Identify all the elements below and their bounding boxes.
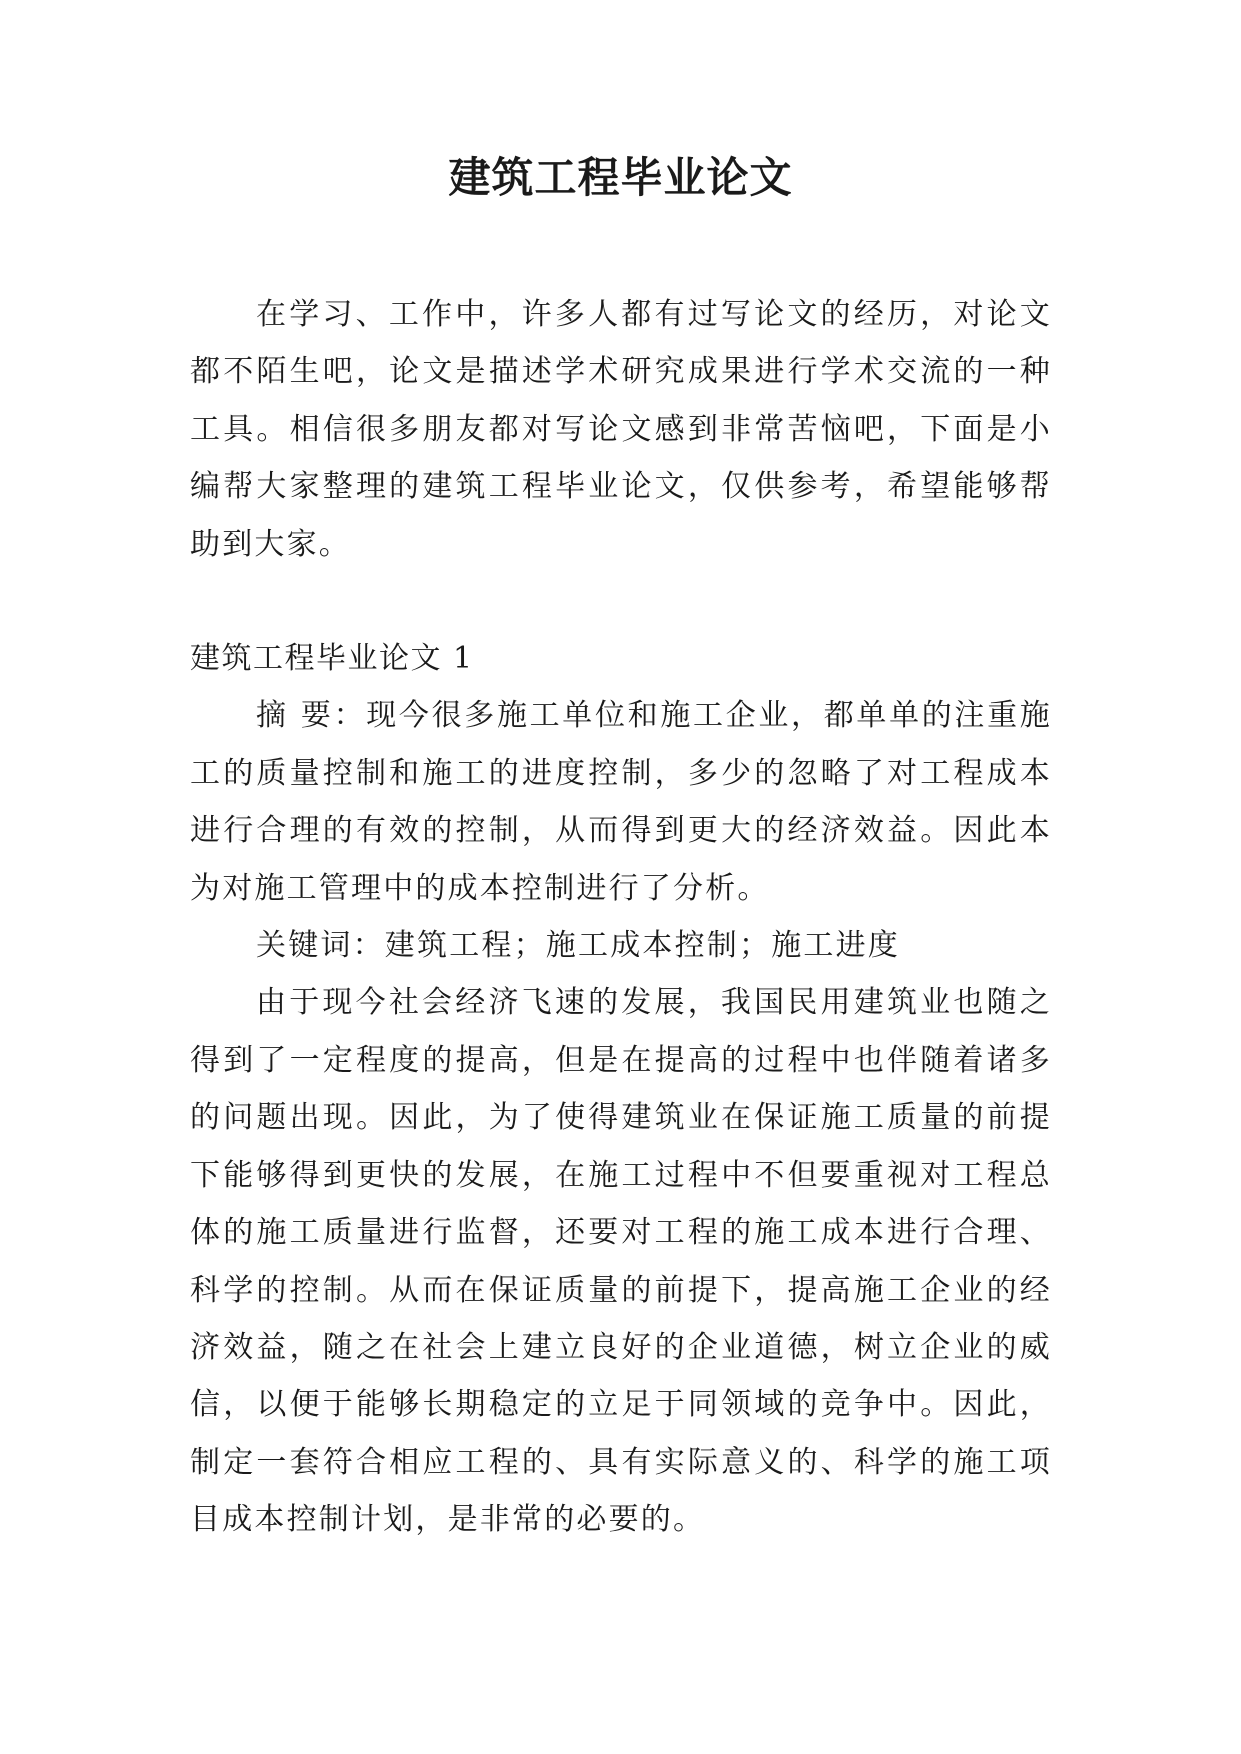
intro-paragraph: 在学习、工作中，许多人都有过写论文的经历，对论文都不陌生吧，论文是描述学术研究成果进行学术交流的一种工具。相信很多朋友都对写论文感到非常苦恼吧，下面是小编帮大家整理的建筑工程毕业论文，仅供参考，希望能够帮助到大家。	[190, 297, 1052, 562]
document-content	[190, 286, 1052, 1549]
keywords-paragraph: 关键词：建筑工程；施工成本控制；施工进度	[256, 928, 900, 964]
section-heading: 建筑工程毕业论文 1	[190, 641, 474, 677]
document-title: 建筑工程毕业论文	[448, 153, 793, 202]
abstract-paragraph: 摘 要：现今很多施工单位和施工企业，都单单的注重施工的质量控制和施工的进度控制，多少的忽略了对工程成本进行合理的有效的控制，从而得到更大的经济效益。因此本为对施工管理中的成本控制进行了分析。	[190, 698, 1052, 906]
body-paragraph: 由于现今社会经济飞速的发展，我国民用建筑业也随之得到了一定程度的提高，但是在提高的过程中也伴随着诸多的问题出现。因此，为了使得建筑业在保证施工质量的前提下能够得到更快的发展，在施工过程中不但要重视对工程总体的施工质量进行监督，还要对工程的施工成本进行合理、科学的控制。从而在保证质量的前提下，提高施工企业的经济效益，随之在社会上建立良好的企业道德，树立企业的威信，以便于能够长期稳定的立足于同领域的竞争中。因此，制定一套符合相应工程的、具有实际意义的、科学的施工项目成本控制计划，是非常的必要的。	[190, 985, 1052, 1538]
paragraph-gap	[190, 573, 1052, 630]
